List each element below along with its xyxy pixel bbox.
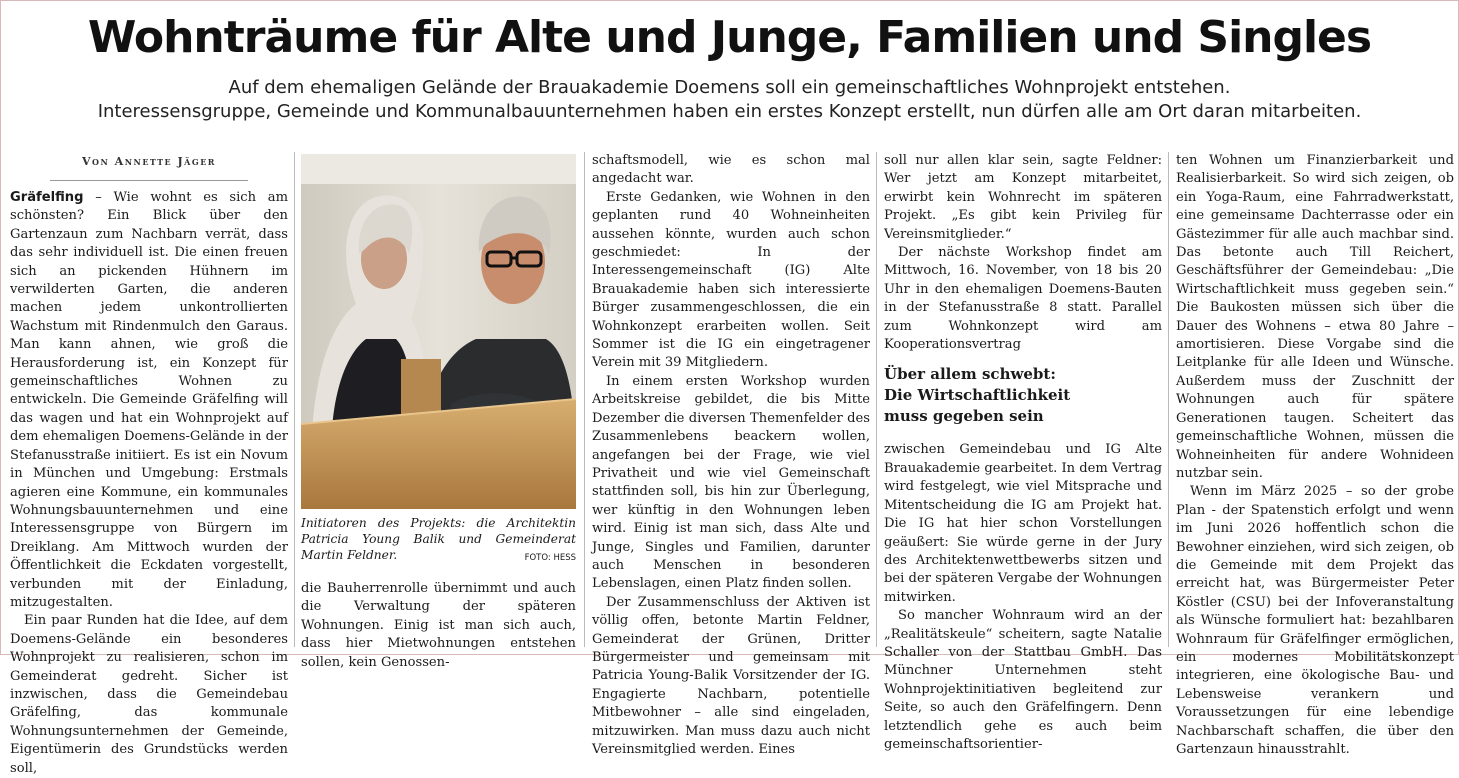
column-3 [592, 152, 870, 757]
dateline: Gräfelfing [10, 190, 84, 205]
col4-paragraph-1: soll nur allen klar sein, sagte Feldner: Wer jetzt am Konzept mitarbeitet, erwirbt kein Wohnrecht im späteren Projekt. „Es gibt kein Privileg für Vereinsmitglieder.“ [884, 153, 1162, 242]
subheading-line-2: Die Wirtschaftlichkeit [884, 386, 1071, 405]
subheading-line-3: muss gegeben sein [884, 407, 1044, 426]
col5-paragraph-2: Wenn im März 2025 – so der grobe Plan - der Spatenstich erfolgt und wenn im Juni 2026 hoffentlich schon die Bewohner einziehen, wird sich zeigen, ob die Gemeinde mit dem Projekt das erreicht hat, was Bürgermeister Peter Köstler (CSU) bei der Infoveranstaltung als Wünsche formuliert hat: bezahlbaren Wohnraum für Gräfelfinger ermöglichen, ein modernes Mobilitätskonzept integrieren, eine ökologische Bau- und Lebensweise verankern und Voraussetzungen für eine lebendige Nachbarschaft schaffen, die über den Gartenzaun hinausstrahlt. [1176, 484, 1454, 757]
photo-illustration [301, 154, 576, 509]
column-2-text [301, 580, 576, 672]
column-1 [10, 152, 288, 776]
column-5 [1176, 152, 1454, 757]
col1-paragraph-1 [10, 189, 288, 612]
column-rule-2 [584, 152, 585, 647]
headline: Wohnträume für Alte und Junge, Familien und Singles [87, 12, 1372, 63]
col1-paragraph-2: Ein paar Runden hat die Idee, auf dem Doemens-Gelände ein besonderes Wohnprojekt zu realisieren, schon im Gemeinderat gedreht. Sicher ist inzwischen, dass die Gemeindebau Gräfelfing, das kommunale Wohnungsunternehmen der Gemeinde, Eigentümerin des Grundstücks werden soll, [10, 613, 288, 776]
col4-paragraph-3: zwischen Gemeindebau und IG Alte Brauakademie gearbeitet. In dem Vertrag wird festgelegt, wie viel Mitsprache und Mitentscheidung die IG am Projekt hat. Die IG hat hier schon Vorstellungen geäußert: Sie würde gerne in der Jury des Architektenwettbewerbs sitzen und bei der späteren Vergabe der Wohnungen mitwirken. [884, 442, 1162, 605]
article-photo [301, 154, 576, 509]
col5-paragraph-1: ten Wohnen um Finanzierbarkeit und Realisierbarkeit. So wird sich zeigen, ob ein Yoga-Raum, eine Fahrradwerkstatt, eine gemeinsame Dachterrasse oder ein Gästezimmer für alle auch machbar sind. Das betonte auch Till Reichert, Geschäftsführer der Gemeindebau: „Die Wirtschaftlichkeit muss gegeben sein.“ Die Baukosten müssen sich über die Dauer des Wohnens – etwa 80 Jahre – amortisieren. Diese Vorgabe sind die Leitplanke für alle Ideen und Wünsche. Außerdem muss der Zuschnitt der Wohnungen auch für spätere Generationen taugen. Scheitert das gemeinschaftliche Wohnen, müssen die Wohneinheiten für andere Wohnideen nutzbar sein. [1176, 153, 1454, 481]
column-rule-1 [294, 152, 295, 647]
caption-text: Initiatoren des Projekts: die Architektin Patricia Young Balik und Gemeinderat Martin Feldner. [301, 516, 576, 562]
col1-paragraph-1-text: – Wie wohnt es sich am schönsten? Ein Blick über den Gartenzaun zum Nachbarn verrät, dass das sehr individuell ist. Die einen freuen sich an pickenden Hühnern im verwilderten Garten, die anderen machen jedem unkontrollierten Wachstum mit Rindenmulch den Garaus. Man kann ahnen, wie groß die Herausforderung ist, ein Konzept für gemeinschaftliches Wohnen zu entwickeln. Die Gemeinde Gräfelfing will das wagen und hat ein Wohnprojekt auf dem ehemaligen Doemens-Gelände in der Stefanusstraße initiiert. Es ist ein Novum in München und Umgebung: Erstmals agieren eine Kommune, ein kommunales Wohnungsbauunternehmen und eine Interessensgruppe von Bürgern im Dreiklang. Am Mittwoch wurden der Öffentlichkeit die Eckdaten vorgestellt, verbunden mit der Einladung, mitzugestalten. [10, 190, 288, 610]
col3-paragraph-3: In einem ersten Workshop wurden Arbeitskreise gebildet, die bis Mitte Dezember die diversen Themenfelder des Zusammenlebens beackern wollen, angefangen bei der Frage, wie viel Privatheit und wie viel Gemeinschaft stattfinden soll, bis hin zur Überlegung, wer künftig in den Wohnungen leben wird. Einig ist man sich, dass Alte und Junge, Singles und Familien, darunter auch Menschen in besonderen Lebenslagen, einen Platz finden sollen. [592, 373, 870, 592]
deck-line-1: Auf dem ehemaligen Gelände der Brauakademie Doemens soll ein gemeinschaftliches Wohnprojekt entstehen. [228, 77, 1231, 98]
byline: Von Annette Jäger [82, 155, 216, 168]
deck-line-2: Interessensgruppe, Gemeinde und Kommunalbauunternehmen haben ein erstes Konzept erstellt, nun dürfen alle am Ort daran mitarbeiten. [97, 101, 1362, 122]
column-4 [884, 152, 1162, 752]
col4-paragraph-4: So mancher Wohnraum wird an der „Realitätskeule“ scheitern, sagte Natalie Schaller von der Stattbau GmbH. Das Münchner Unternehmen steht Wohnprojektinitiativen begleitend zur Seite, so auch den Gräfelfingern. Denn letztendlich gehe es auch beim gemeinschaftsorientier- [884, 608, 1162, 752]
col3-paragraph-2: Erste Gedanken, wie Wohnen in den geplanten rund 40 Wohneinheiten aussehen könnte, wurden auch schon geschmiedet: In der Interessengemeinschaft (IG) Alte Brauakademie haben sich interessierte Bürger zusammengeschlossen, die ein Wohnkonzept erarbeiten wollen. Seit Sommer ist die IG ein eingetragener Verein mit 39 Mitgliedern. [592, 189, 870, 371]
photo-caption [301, 515, 576, 566]
col4-paragraph-2: Der nächste Workshop findet am Mittwoch, 16. November, von 18 bis 20 Uhr in den ehemaligen Doemens-Bauten in der Stefanusstraße 8 statt. Parallel zum Wohnkonzept wird am Kooperationsvertrag [884, 245, 1162, 353]
subheading [884, 364, 1162, 427]
col3-paragraph-1: schaftsmodell, wie es schon mal angedacht war. [592, 153, 870, 187]
photo-credit: FOTO: HESS [524, 553, 576, 563]
column-rule-3 [876, 152, 877, 647]
subheading-line-1: Über allem schwebt: [884, 365, 1056, 384]
column-rule-4 [1168, 152, 1169, 647]
deck [0, 76, 1459, 124]
col3-paragraph-4: Der Zusammenschluss der Aktiven ist völlig offen, betonte Martin Feldner, Gemeinderat der Grünen, Dritter Bürgermeister und gemeinsam mit Patricia Young-Balik Vorsitzender der IG. Engagierte Nachbarn, potentielle Mitbewohner – alle sind eingeladen, mitzuwirken. Man muss dazu auch nicht Vereinsmitglied werden. Eines [592, 594, 870, 757]
col2-paragraph-1: die Bauherrenrolle übernimmt und auch die Verwaltung der späteren Wohnungen. Einig ist man sich auch, dass hier Mietwohnungen entstehen sollen, kein Genossen- [301, 581, 576, 670]
byline-rule [50, 180, 248, 181]
